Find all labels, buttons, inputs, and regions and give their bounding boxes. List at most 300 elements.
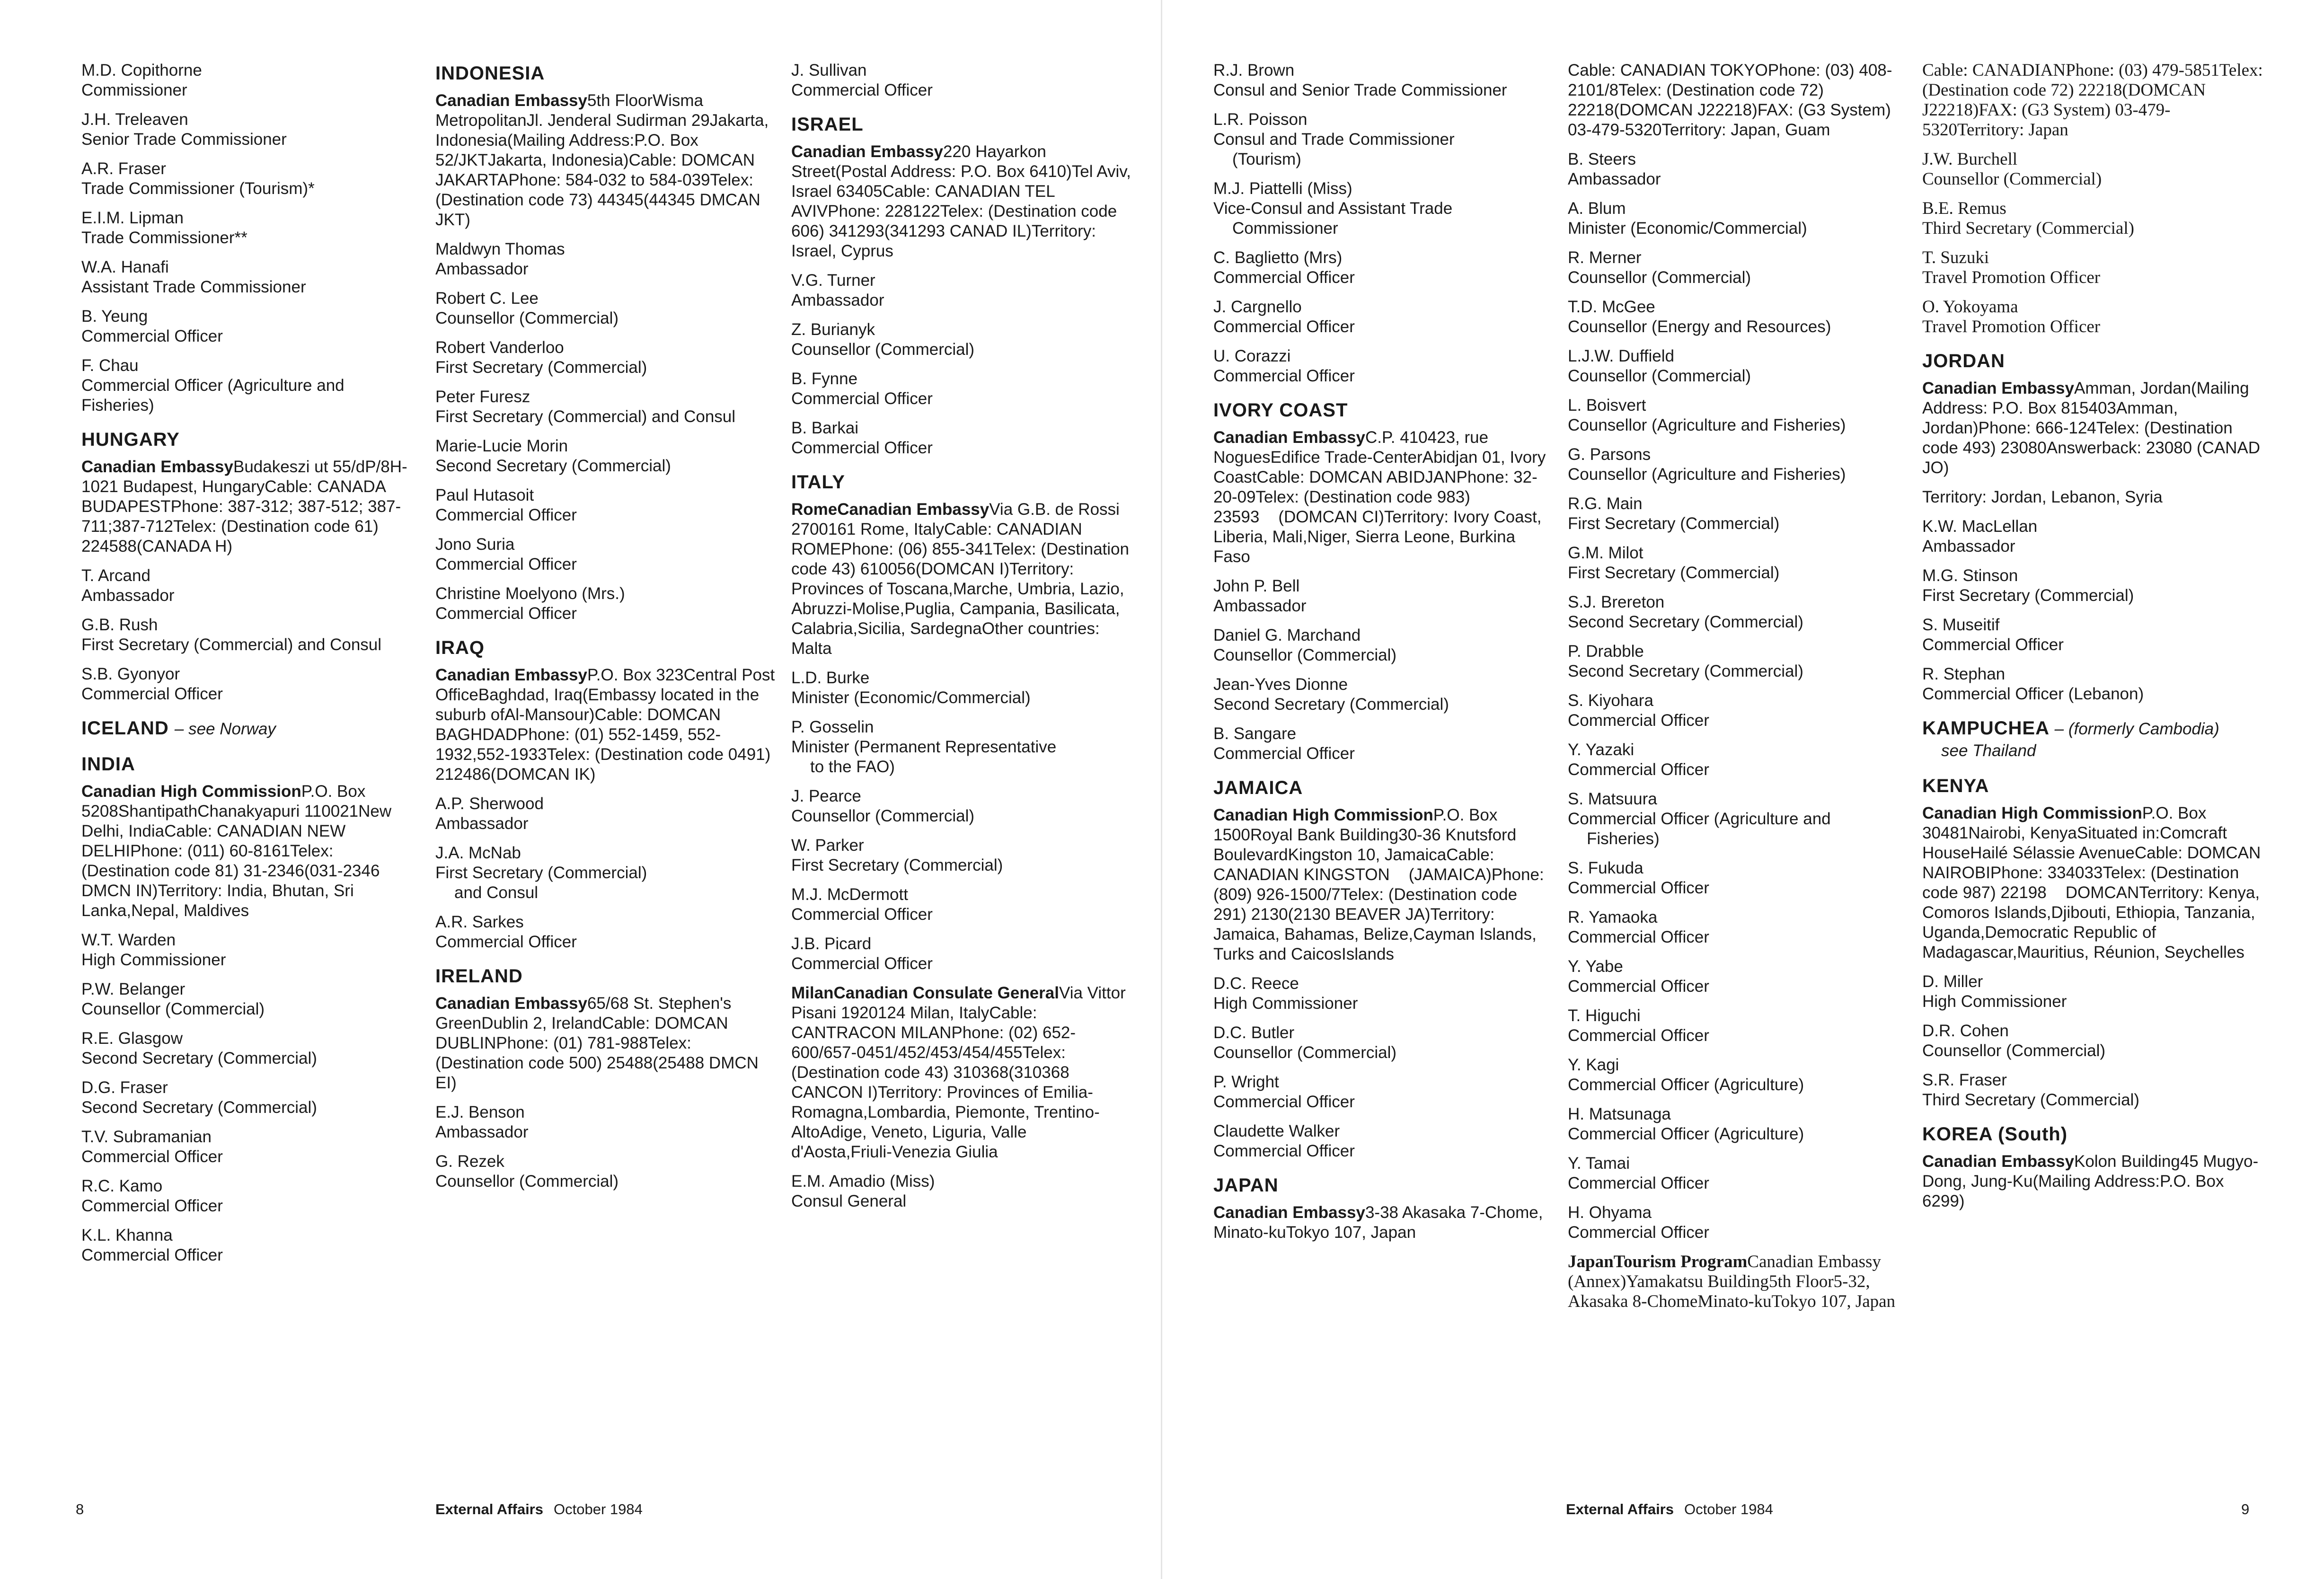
staff-entry (791, 786, 1132, 826)
contact-block (1568, 61, 1909, 140)
staff-name: B. Steers (1568, 150, 1636, 168)
staff-title: Vice-Consul and Assistant Trade (1213, 199, 1453, 218)
text-line: Cable: CANADA BUDAPEST (81, 477, 386, 516)
staff-entry (81, 1226, 422, 1265)
staff-name: R.J. Brown (1213, 61, 1295, 79)
country-heading (791, 471, 1132, 493)
text-line: 220 Hayarkon Street (791, 142, 1046, 181)
staff-name: S.J. Brereton (1568, 593, 1665, 611)
staff-title: Consul General (791, 1192, 907, 1210)
office-name: Canadian Embassy (791, 142, 943, 161)
country-heading (1922, 350, 2263, 372)
staff-title: Second Secretary (Commercial) (435, 457, 671, 475)
staff-entry (1568, 642, 1909, 681)
staff-name: J.W. Burchell (1922, 150, 2018, 169)
staff-name: Marie-Lucie Morin (435, 437, 568, 455)
office-block (1568, 1252, 1909, 1312)
text-line: Canadian Embassy (Annex) (1568, 1252, 1881, 1291)
text-line: Territory: Kenya, Comoros Islands, (1922, 883, 2260, 922)
staff-title: Commercial Officer (791, 81, 933, 99)
staff-title: Commercial Officer (435, 604, 577, 623)
staff-entry (1922, 972, 2263, 1012)
staff-name: Jono Suria (435, 535, 515, 554)
text-line: Via Vittor Pisani 19 (791, 984, 1126, 1022)
text-line: Cable: DOMCAN DUBLIN (435, 1014, 728, 1052)
staff-title: High Commissioner (81, 951, 226, 969)
staff-title: Commercial Officer (1568, 928, 1709, 946)
footer-title: External Affairs (1566, 1501, 1674, 1517)
text-line: (44345 DMCAN JKT) (435, 191, 760, 229)
office-city: Milan (791, 984, 834, 1002)
staff-entry (1213, 1072, 1554, 1112)
staff-title: Commercial Officer (791, 954, 933, 973)
staff-title: Counsellor (Agriculture and Fisheries) (1568, 416, 1846, 434)
staff-entry (435, 239, 776, 279)
staff-title: Commercial Officer (791, 905, 933, 924)
footer-title: External Affairs (435, 1501, 543, 1517)
staff-entry (81, 930, 422, 970)
staff-entry (1568, 445, 1909, 485)
text-line: 5th Floor (1768, 1272, 1834, 1291)
staff-entry (1922, 1070, 2263, 1110)
staff-name: D.C. Butler (1213, 1023, 1295, 1042)
staff-title: (Tourism) (1232, 150, 1301, 168)
text-line: (DOMCAN CI) (1278, 508, 1384, 526)
text-line: (DOMCAN IK) (490, 765, 596, 784)
staff-entry (1568, 858, 1909, 898)
staff-name: Daniel G. Marchand (1213, 626, 1361, 644)
staff-name: L. Boisvert (1568, 396, 1646, 415)
text-line: Territory: Provinces of Emilia-Romagna, (791, 1083, 1093, 1121)
staff-entry (81, 1176, 422, 1216)
text-line: Shantipath (118, 802, 198, 820)
staff-entry (81, 307, 422, 346)
text-line: 5th Floor (587, 91, 653, 110)
text-line: P.O. Box 6299) (1922, 1172, 2224, 1210)
office-block (791, 142, 1132, 261)
staff-entry (1213, 576, 1554, 616)
text-line: Tokyo 107, Japan (1771, 1292, 1896, 1311)
staff-name: F. Chau (81, 356, 139, 375)
office-block (1213, 805, 1554, 964)
staff-entry (435, 485, 776, 525)
staff-title: Counsellor (Commercial) (435, 309, 619, 327)
text-line: Phone: (01) 552-1459, 552-1932, (435, 725, 721, 764)
staff-title: Second Secretary (Commercial) (81, 1098, 317, 1117)
staff-entry (1568, 346, 1909, 386)
staff-entry (1568, 592, 1909, 632)
country-name: JORDAN (1922, 351, 2005, 371)
country-name: IRAQ (435, 637, 485, 658)
staff-entry (435, 843, 776, 903)
text-line: 23, rue Nogues (1213, 428, 1489, 467)
staff-entry (1568, 1104, 1909, 1144)
country-note: – see Norway (174, 720, 276, 738)
staff-name: W.T. Warden (81, 931, 176, 949)
staff-entry (1568, 1006, 1909, 1046)
text-line: Phone: (06) 855-341 (841, 540, 993, 558)
staff-entry (1922, 297, 2263, 337)
staff-title: First Secretary (Commercial) (1568, 514, 1780, 533)
staff-entry (435, 794, 776, 834)
text-line: Via G.B. de Rossi 27 (791, 500, 1120, 538)
staff-name: Jean-Yves Dionne (1213, 675, 1348, 694)
staff-name: L.R. Poisson (1213, 110, 1308, 129)
text-line: Phone: (03) 479-5851 (2066, 61, 2219, 80)
staff-entry (81, 356, 422, 415)
text-line: (2130 BEAVER JA) (1288, 905, 1431, 924)
text-line: Kingston 10, Jamaica (1288, 846, 1447, 864)
staff-title: Commercial Officer (1568, 977, 1709, 996)
staff-name: G. Parsons (1568, 445, 1651, 464)
text-line: Sicilia, Sardegna (857, 619, 982, 638)
staff-title: Commercial Officer (81, 685, 223, 703)
staff-title: Commercial Officer (81, 327, 223, 345)
text-line: Nepal, Maldives (131, 901, 249, 920)
staff-title: Commercial Officer (1568, 1174, 1709, 1192)
staff-entry (1213, 297, 1554, 337)
staff-name: P.W. Belanger (81, 980, 186, 998)
office-city: Japan (1568, 1252, 1614, 1271)
country-note: – (formerly Cambodia) (2054, 720, 2219, 738)
staff-entry (791, 1172, 1132, 1211)
staff-entry (791, 418, 1132, 458)
staff-entry (1568, 1203, 1909, 1243)
text-line: 387-712 (112, 517, 173, 536)
text-line: Friuli-Venezia Giulia (850, 1143, 998, 1161)
staff-title: Commercial Officer (1568, 711, 1709, 730)
staff-entry (1568, 150, 1909, 189)
staff-entry (1213, 248, 1554, 288)
staff-title: Commercial Officer (1213, 1093, 1355, 1111)
staff-title: Minister (Permanent Representative (791, 738, 1057, 756)
text-line: Abidjan 01, Ivory Coast (1213, 448, 1546, 486)
text-line: Telex: (Destination code 606) 341293 (791, 202, 1117, 240)
staff-title: Ambassador (1568, 170, 1661, 188)
country-name: IRELAND (435, 966, 523, 987)
text-line: Amman, Jordan) (1922, 399, 2178, 437)
staff-title: Commercial Officer (1568, 879, 1709, 897)
text-line: 65/68 St. Stephen's Green (435, 994, 732, 1032)
staff-name: A.R. Fraser (81, 159, 166, 178)
country-name: JAPAN (1213, 1175, 1279, 1196)
text-line: Comcraft House (1922, 824, 2227, 862)
office-name: Canadian High Commission (1922, 804, 2142, 822)
text-line: Phone: (809) 926-1500/7 (1213, 865, 1544, 904)
staff-entry (81, 208, 422, 248)
staff-title: Second Secretary (Commercial) (1213, 695, 1449, 714)
staff-entry (435, 584, 776, 624)
staff-name: G.B. Rush (81, 616, 158, 634)
staff-title: Third Secretary (Commercial) (1922, 219, 2134, 238)
text-line: Territory: India, Bhutan, Sri Lanka, (81, 882, 354, 920)
text-line: Yamakatsu Building (1626, 1272, 1769, 1291)
text-line: P.O. Box 1500 (1213, 806, 1498, 844)
staff-name: M.G. Stinson (1922, 566, 2018, 585)
text-line: DOMCAN (2065, 883, 2139, 902)
staff-title: Commercial Officer (Lebanon) (1922, 685, 2144, 703)
staff-name: K.W. MacLellan (1922, 517, 2038, 536)
text-line: Phone: (03) 408-2101/8 (1568, 61, 1892, 99)
staff-entry (81, 110, 422, 150)
text-line: Territory: Jamaica, Bahamas, Belize, (1213, 905, 1495, 944)
left-column-2 (435, 62, 776, 1201)
office-name: Canadian Embassy (1213, 1203, 1365, 1222)
country-heading (1922, 775, 2263, 797)
text-line: Cable: CANADIAN KINGSTON (1213, 846, 1494, 884)
staff-name: Y. Yabe (1568, 957, 1623, 976)
staff-title: Senior Trade Commissioner (81, 130, 287, 149)
country-name: ITALY (791, 472, 845, 493)
staff-name: S. Fukuda (1568, 859, 1644, 877)
staff-title: Counsellor (Commercial) (791, 807, 975, 825)
staff-title: Counsellor (Commercial) (1213, 1043, 1397, 1062)
country-heading (435, 637, 776, 659)
country-subnote: see Thailand (1941, 741, 2036, 760)
text-line: Telex: (Destination code 81) 31-2346 (81, 842, 334, 880)
staff-entry (1213, 346, 1554, 386)
text-line: (Mailing Address: (507, 131, 635, 150)
staff-name: C. Baglietto (Mrs) (1213, 248, 1343, 267)
staff-title: Travel Promotion Officer (1922, 317, 2101, 336)
staff-name: T.V. Subramanian (81, 1128, 212, 1146)
text-line: Telex: (Destination code 61) 224588 (81, 517, 379, 556)
country-heading (81, 717, 422, 740)
staff-title: Counsellor (Commercial) (1922, 169, 2102, 189)
staff-entry (81, 159, 422, 199)
text-line: Edifice Trade-Center (1270, 448, 1423, 467)
staff-entry (81, 979, 422, 1019)
text-line: Cable: CANADIAN TEL AVIV (791, 182, 1055, 221)
staff-name: H. Ohyama (1568, 1203, 1652, 1222)
staff-title: Commercial Officer (Agriculture) (1568, 1125, 1804, 1143)
staff-entry (1213, 61, 1554, 100)
text-line: (310368 CANCON I) (791, 1063, 1069, 1102)
text-line: Cable: CANADIAN TOKYO (1568, 61, 1768, 79)
text-line: Territory: Jordan, Lebanon, Syria (1922, 488, 2163, 506)
staff-name: R.E. Glasgow (81, 1029, 183, 1048)
staff-title: Commissioner (1232, 219, 1338, 238)
country-heading (791, 114, 1132, 135)
office-block (435, 994, 776, 1093)
staff-name: J.B. Picard (791, 935, 872, 953)
staff-name: Christine Moelyono (Mrs.) (435, 584, 625, 603)
staff-entry (1213, 724, 1554, 764)
staff-entry (1568, 199, 1909, 238)
text-line: FAX: (G3 System) 03-479-5320 (1568, 101, 1891, 139)
text-line: Cable: CANADIAN (1922, 61, 2066, 80)
staff-entry (1213, 179, 1554, 238)
staff-name: D. Miller (1922, 972, 1983, 991)
text-line: Djibouti, Ethiopia, Tanzania, Uganda, (1922, 903, 2255, 942)
staff-entry (435, 912, 776, 952)
staff-entry (1568, 248, 1909, 288)
staff-name: S. Matsuura (1568, 790, 1657, 808)
staff-name: H. Matsunaga (1568, 1105, 1671, 1123)
text-line: (JAMAICA) (1408, 865, 1492, 884)
staff-entry (1568, 789, 1909, 849)
staff-title: Consul and Senior Trade Commissioner (1213, 81, 1507, 99)
staff-entry (1568, 957, 1909, 997)
staff-name: G. Rezek (435, 1152, 504, 1171)
staff-name: T. Suzuki (1922, 248, 1989, 267)
staff-entry (1922, 150, 2263, 189)
staff-name: P. Wright (1213, 1073, 1279, 1091)
staff-name: R.C. Kamo (81, 1177, 163, 1195)
country-heading (1213, 1174, 1554, 1196)
staff-title: Commercial Officer (81, 1197, 223, 1215)
text-line: Puglia, Campania, Basilicata, Calabria, (791, 600, 1120, 638)
country-heading (81, 753, 422, 775)
staff-entry (791, 320, 1132, 360)
staff-entry (81, 61, 422, 100)
text-line: Marche, Umbria, Lazio, Abruzzi-Molise, (791, 580, 1124, 618)
staff-title: Commercial Officer (435, 555, 577, 573)
staff-title: to the FAO) (810, 758, 895, 776)
staff-name: B. Barkai (791, 419, 858, 437)
text-line: 552-1933 (477, 745, 547, 764)
country-name: JAMAICA (1213, 777, 1303, 798)
staff-title: Counsellor (Commercial) (435, 1172, 619, 1191)
office-name: Canadian Embassy (435, 666, 587, 684)
staff-name: S.B. Gyonyor (81, 665, 180, 683)
staff-entry (1213, 110, 1554, 169)
text-line: Central Post Office (435, 666, 775, 704)
staff-title: High Commissioner (1922, 992, 2067, 1011)
staff-title: Commercial Officer (1213, 744, 1355, 763)
staff-name: D.G. Fraser (81, 1078, 168, 1097)
staff-title: High Commissioner (1213, 994, 1358, 1013)
staff-name: D.C. Reece (1213, 974, 1299, 993)
text-line: Lombardia, Piemonte, Trentino-Alto (791, 1103, 1100, 1141)
staff-title: First Secretary (Commercial) and Consul (435, 407, 736, 426)
staff-entry (81, 1127, 422, 1167)
staff-entry (1568, 740, 1909, 780)
office-name: Canadian Embassy (1922, 1152, 2074, 1171)
staff-entry (435, 289, 776, 328)
staff-title: Counsellor (Commercial) (81, 1000, 265, 1018)
staff-name: S. Museitif (1922, 616, 2000, 634)
text-line: Nairobi, Kenya (1968, 824, 2077, 842)
footer (1566, 1501, 1773, 1518)
staff-entry (81, 566, 422, 606)
staff-title: Counsellor (Commercial) (791, 340, 975, 359)
staff-name: V.G. Turner (791, 271, 875, 290)
staff-name: L.J.W. Duffield (1568, 347, 1675, 365)
staff-name: A.R. Sarkes (435, 913, 524, 931)
staff-title: Third Secretary (Commercial) (1922, 1091, 2139, 1109)
staff-name: B. Fynne (791, 370, 858, 388)
text-line: Kolon Building (2074, 1152, 2180, 1171)
country-name: KOREA (South) (1922, 1124, 2068, 1145)
staff-name: M.J. Piattelli (Miss) (1213, 179, 1352, 198)
staff-entry (1213, 675, 1554, 715)
text-line: H-1021 Budapest, Hungary (81, 458, 407, 496)
country-heading (1922, 717, 2263, 762)
staff-title: Commercial Officer (435, 933, 577, 951)
country-heading (435, 965, 776, 987)
text-line: Chanakyapuri 110021 (197, 802, 359, 820)
text-line: Situated in: (2077, 824, 2160, 842)
contact-block (1922, 61, 2263, 140)
text-line: New Delhi, India (81, 802, 392, 840)
office-block (435, 665, 776, 785)
staff-entry (1213, 626, 1554, 665)
staff-name: R. Merner (1568, 248, 1642, 267)
text-line: Cayman Islands, Turks and Caicos (1213, 925, 1537, 963)
text-line: Cable: DOMCAN JAKARTA (435, 151, 755, 189)
staff-title: Minister (Economic/Commercial) (1568, 219, 1807, 238)
text-line: Telex: (Destination code 987) 22198 (1922, 864, 2239, 902)
staff-name: John P. Bell (1213, 577, 1300, 595)
office-block (1213, 428, 1554, 567)
staff-title: Commercial Officer (791, 389, 933, 408)
staff-title: First Secretary (Commercial) (435, 358, 647, 377)
text-line: Mauritius, Réunion, Seychelles (2017, 943, 2244, 962)
text-line: 45 Mugyo-Dong, Jung-Ku (1922, 1152, 2259, 1191)
text-line: Phone: 666-124 (1978, 419, 2096, 437)
staff-name: B. Yeung (81, 307, 148, 326)
staff-entry (791, 717, 1132, 777)
staff-entry (81, 257, 422, 297)
staff-name: L.D. Burke (791, 669, 870, 687)
country-heading (1213, 777, 1554, 799)
staff-title: Commercial Officer (Agriculture) (1568, 1076, 1804, 1094)
text-line: (DOMCAN J22218) (1614, 101, 1758, 119)
staff-title: Ambassador (435, 260, 529, 278)
text-line: Cable: DOMCAN BAGHDAD (435, 706, 721, 744)
staff-entry (791, 271, 1132, 310)
staff-title: Minister (Economic/Commercial) (791, 688, 1031, 707)
text-line: 3-38 Akasaka 7-Chome, Minato-ku (1213, 1203, 1543, 1242)
staff-title: Commercial Officer (1213, 268, 1355, 287)
staff-title: First Secretary (Commercial) and Consul (81, 635, 382, 654)
staff-entry (1922, 248, 2263, 288)
text-line: Telex: (Destination code 983) 23593 (1213, 488, 1470, 526)
staff-name: E.M. Amadio (Miss) (791, 1172, 935, 1191)
text-line: (DOMCAN J22218) (1922, 80, 2206, 120)
text-line: (Mailing Address: (2032, 1172, 2160, 1191)
staff-title: Commercial Officer (81, 1246, 223, 1264)
staff-title: Commercial Officer (Agriculture and (1568, 810, 1831, 828)
text-line: Dublin 2, Ireland (481, 1014, 602, 1032)
contact-block (1922, 487, 2263, 507)
footer-date: October 1984 (1684, 1501, 1773, 1517)
staff-title: First Secretary (Commercial) (1922, 586, 2134, 605)
staff-entry (1922, 199, 2263, 238)
staff-title: Trade Commissioner** (81, 229, 247, 247)
country-heading (81, 429, 422, 450)
staff-title: Counsellor (Commercial) (1922, 1041, 2106, 1060)
text-line: C.P. 4104 (1365, 428, 1437, 447)
country-name: IVORY COAST (1213, 400, 1348, 421)
text-line: Territory: Japan, Guam (1661, 121, 1830, 139)
staff-name: A.P. Sherwood (435, 794, 544, 813)
staff-title: Second Secretary (Commercial) (1568, 662, 1803, 680)
staff-title: First Secretary (Commercial) (1568, 564, 1780, 582)
staff-title: Commercial Officer (Agriculture and (81, 376, 345, 395)
right-column-3 (1922, 61, 2263, 1221)
staff-title: Ambassador (1213, 597, 1307, 615)
office-name: Canadian Embassy (81, 458, 233, 476)
text-line: Hailé Sélassie Avenue (1970, 844, 2135, 862)
text-line: P.O. Box 30481 (1922, 804, 2207, 842)
text-line: (Embassy located in the suburb of (435, 686, 760, 724)
country-heading (1922, 1123, 2263, 1145)
staff-entry (81, 1029, 422, 1068)
text-line: Telex: (Destination code 493) 23080 (1922, 419, 2233, 457)
office-name: Canadian Embassy (837, 500, 990, 519)
